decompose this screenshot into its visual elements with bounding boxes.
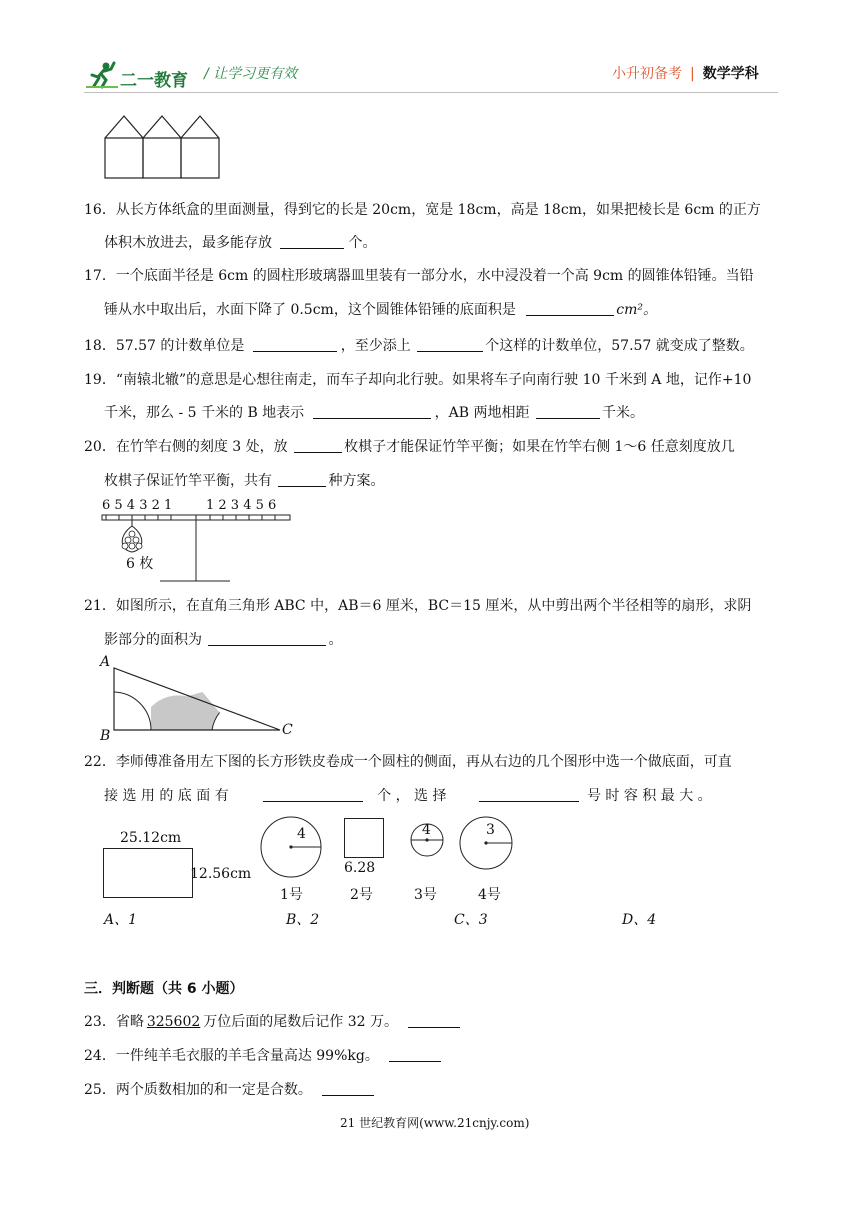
rect-top-label: 25.12cm	[120, 830, 182, 846]
rectangle-sheet	[100, 826, 260, 902]
answer-blank[interactable]	[278, 472, 326, 487]
vertex-a-label: A	[100, 654, 111, 670]
answer-blank[interactable]	[408, 1013, 460, 1028]
option-c[interactable]: C、3	[454, 912, 488, 928]
answer-blank[interactable]	[208, 631, 326, 646]
header-subject	[612, 63, 759, 83]
q17-unit: cm²。	[616, 302, 658, 318]
circle-radius-icon	[260, 814, 326, 880]
rectangle-shape	[103, 848, 193, 898]
shape-1	[260, 814, 326, 904]
triangle-diagram	[98, 654, 298, 746]
q19-text-b: ，AB 两地相距	[434, 405, 530, 421]
answer-blank[interactable]	[479, 787, 579, 802]
answer-blank[interactable]	[389, 1047, 441, 1062]
q24-text: 24．一件纯羊毛衣服的羊毛含量高达 99%kg。	[84, 1048, 379, 1064]
q18-text-c: 个这样的计数单位，57.57 就变成了整数。	[485, 338, 754, 354]
shape-1-value: 4	[297, 826, 306, 842]
q21-text-a: 影部分的面积为	[104, 632, 202, 648]
q17-text: 锤从水中取出后，水面下降了 0.5cm，这个圆锥体铅锤的底面积是	[104, 302, 516, 318]
vertex-b-label: B	[100, 728, 111, 744]
shape-4-value: 3	[486, 822, 495, 838]
answer-blank[interactable]	[263, 787, 363, 802]
weight-label: 6 枚	[126, 556, 154, 572]
answer-blank[interactable]	[294, 438, 342, 453]
shape-4	[458, 814, 518, 904]
ticks-left-label: 6 5 4 3 2 1	[102, 498, 173, 513]
shape-4-label: 4号	[478, 887, 501, 903]
question-20-line2	[104, 471, 384, 491]
header-separator: |	[690, 66, 695, 82]
question-19-line1: 19．“南辕北辙”的意思是心想往南走，而车子却向北行驶。如果将车子向南行驶 10 千米到 A 地，记作+10	[84, 372, 752, 388]
q23-text-a: 23．省略	[84, 1014, 144, 1030]
vertex-c-label: C	[282, 722, 293, 738]
question-16-line2	[104, 233, 376, 253]
answer-blank[interactable]	[417, 337, 483, 352]
q19-text-c: 千米。	[601, 405, 644, 421]
header-logo	[84, 60, 194, 90]
q20-text-c: 枚棋子保证竹竿平衡，共有	[104, 473, 272, 489]
shape-3-value: 4	[422, 822, 431, 838]
question-24	[84, 1046, 441, 1066]
q22-text-c: 号 时 容 积 最 大 。	[586, 788, 712, 804]
q23-text-b: 万位后面的尾数后记作 32 万。	[203, 1014, 398, 1030]
shape-2	[342, 818, 392, 904]
option-b[interactable]: B、2	[286, 912, 320, 928]
question-18	[84, 336, 754, 356]
answer-blank[interactable]	[253, 337, 337, 352]
header-exam-label: 小升初备考	[612, 66, 682, 82]
q16-suffix: 个。	[348, 235, 377, 251]
question-21-line1: 21．如图所示，在直角三角形 ABC 中，AB＝6 厘米，BC＝15 厘米，从中剪出两个半径相等的扇形，求阴	[84, 598, 752, 614]
question-16-line1: 16．从长方体纸盒的里面测量，得到它的长是 20cm，宽是 18cm，高是 18cm，如果把棱长是 6cm 的正方	[84, 202, 761, 218]
option-a[interactable]: A、1	[104, 912, 138, 928]
house-figure	[100, 110, 226, 182]
answer-blank[interactable]	[313, 404, 431, 419]
rect-side-label: 12.56cm	[190, 866, 252, 882]
q18-text-b: ，至少添上	[340, 338, 411, 354]
shape-3-label: 3号	[414, 887, 437, 903]
triangle-figure	[98, 654, 298, 746]
question-20-line1	[84, 437, 735, 457]
header-subject-label: 数学学科	[702, 66, 759, 82]
shape-1-label: 1号	[280, 887, 303, 903]
slogan-text: 让学习更有效	[213, 66, 298, 82]
section-title: 三．判断题（共 6 小题）	[84, 981, 244, 997]
question-21-line2	[104, 630, 342, 650]
q23-number: 325602	[146, 1014, 201, 1030]
answer-blank[interactable]	[536, 404, 600, 419]
answer-blank[interactable]	[526, 301, 614, 316]
q22-text-a: 接 选 用 的 底 面 有	[104, 788, 229, 804]
balance-diagram	[100, 498, 296, 588]
q18-text-a: 18．57.57 的计数单位是	[84, 338, 245, 354]
q20-text-b: 枚棋子才能保证竹竿平衡；如果在竹竿右侧 1～6 任意刻度放几	[344, 439, 735, 455]
question-17-line1: 17．一个底面半径是 6cm 的圆柱形玻璃器皿里装有一部分水，水中浸没着一个高 9cm 的圆锥体铅锤。当铅	[84, 268, 754, 284]
q20-text-d: 种方案。	[328, 473, 385, 489]
answer-blank[interactable]	[322, 1081, 374, 1096]
shape-2-value: 6.28	[344, 860, 376, 876]
shape-2-label: 2号	[350, 887, 373, 903]
q25-text: 25．两个质数相加的和一定是合数。	[84, 1082, 312, 1098]
question-17-line2	[104, 300, 657, 320]
q19-text-a: 千米，那么 - 5 千米的 B 地表示	[104, 405, 305, 421]
header-slogan: / 让学习更有效	[204, 66, 298, 82]
square-shape	[344, 818, 384, 858]
ticks-right-label: 1 2 3 4 5 6	[206, 498, 277, 513]
question-22-line2	[104, 786, 712, 806]
answer-blank[interactable]	[280, 234, 344, 249]
q20-text-a: 20．在竹竿右侧的刻度 3 处，放	[84, 439, 288, 455]
question-19-line2	[104, 403, 644, 423]
question-22-line1: 22．李师傅准备用左下图的长方形铁皮卷成一个圆柱的侧面，再从右边的几个图形中选一个做底面，可直	[84, 754, 732, 770]
question-25	[84, 1080, 374, 1100]
q22-text-b: 个 ， 选 择	[377, 788, 447, 804]
q16-text: 体积木放进去，最多能存放	[104, 235, 272, 251]
balance-figure	[100, 498, 296, 588]
header-divider	[84, 92, 778, 93]
q21-text-b: 。	[328, 632, 343, 648]
question-23	[84, 1012, 460, 1032]
option-d[interactable]: D、4	[622, 912, 657, 928]
shape-3	[408, 822, 448, 904]
page-footer: 21 世纪教育网(www.21cnjy.com)	[340, 1116, 530, 1130]
runner-logo-icon	[84, 60, 120, 90]
logo-text: 二一教育	[120, 71, 188, 91]
